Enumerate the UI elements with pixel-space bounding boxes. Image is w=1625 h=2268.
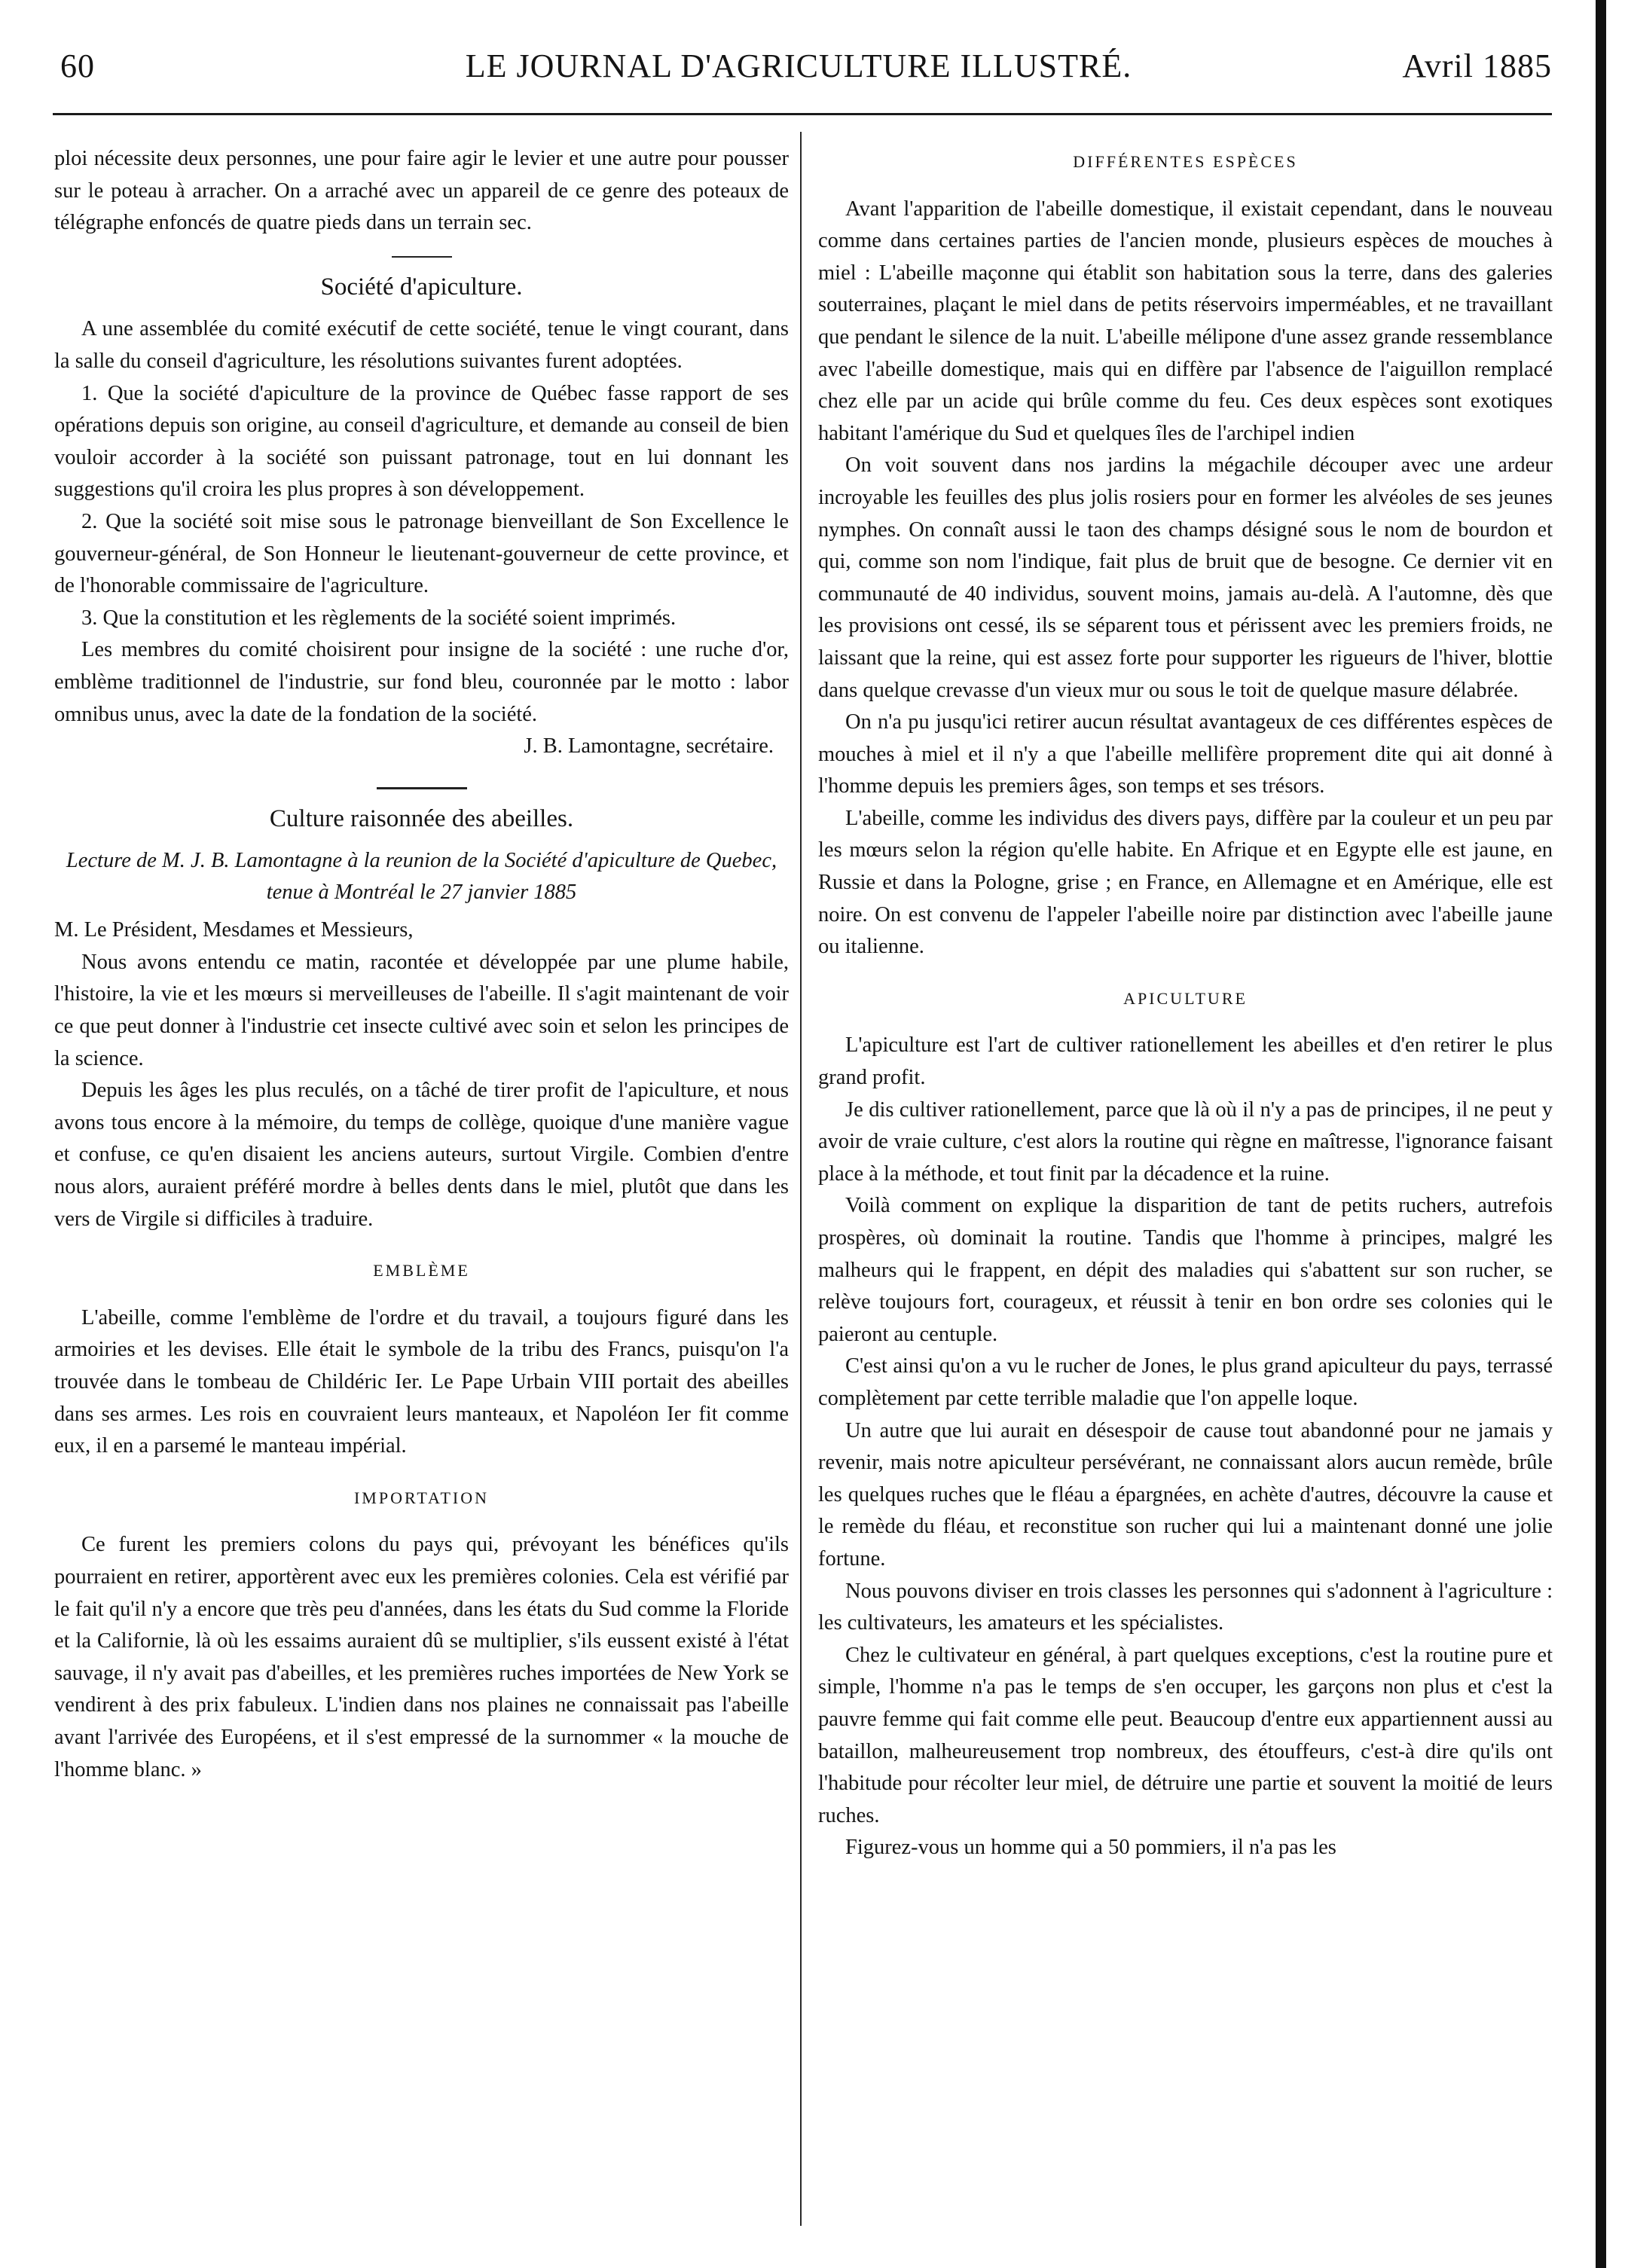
signature: J. B. Lamontagne, secrétaire. — [524, 734, 774, 759]
paragraph: Chez le cultivateur en général, à part quelques exceptions, c'est la routine pure et simple, l'homme n'a pas le temps de s'en occuper, les garçons non plus et c'est la pauvre femme qui fait comme elle peut. Beaucoup d'entre eux appartiennent aussi au bataillon, malheureusement trop nombreux, des étouffeurs, c'est-à dire qu'ils ont l'habitude pour récolter leur miel, de détruire une partie et souvent la moitié de leurs ruches. — [818, 1643, 1553, 1827]
subheading-differentes-especes: DIFFÉRENTES ESPÈCES — [1073, 152, 1298, 171]
section-title-societe: Société d'apiculture. — [320, 273, 523, 301]
paragraph: Ce furent les premiers colons du pays qui, prévoyant les bénéfices qu'ils pourraient en retirer, apportèrent avec eux les premières colonies. Cela est vérifié par le fait qu'il n'y a encore que très peu d'années, dans les états du Sud comme la Floride et la Californie, là où les essaims auraient dû se multiplier, s'ils eussent existé à l'état sauvage, il n'y avait pas d'abeilles, et les premières ruches importées de New York se vendirent à des prix fabuleux. L'indien dans nos plaines ne connaissait pas l'abeille avant l'arrivée des Européens, et il s'est empressé de la surnommer « la mouche de l'homme blanc. » — [54, 1533, 789, 1781]
salutation: M. Le Président, Mesdames et Messieurs, — [54, 918, 414, 942]
paragraph: Depuis les âges les plus reculés, on a tâché de tirer profit de l'apiculture, et nous avons tous encore à la mémoire, du temps de collège, quoique d'une manière vague et confuse, ce qu'en disaient les anciens auteurs, surtout Virgile. Combien d'entre nous alors, auraient préféré mordre à belles dents dans le miel, plutôt que dans les vers de Virgile si difficiles à traduire. — [54, 1079, 789, 1231]
section-divider — [392, 256, 452, 258]
paragraph: On voit souvent dans nos jardins la mégachile découper avec une ardeur incroyable les feuilles des plus jolis rosiers pour en former les alvéoles de ses jeunes nymphes. On connaît aussi le taon des champs désigné sous le nom de bourdon et qui, comme son nom l'indique, fait plus de bruit que de besogne. Ce dernier vit en communauté de 40 individus, souvent moins, jamais au-delà. A l'automne, dès que les provisions ont cessé, ils se séparent tous et périssent avec les premiers froids, ne laissant que la reine, qui est assez forte pour supporter les rigueurs de l'hiver, blottie dans quelque crevasse d'un vieux mur ou sous le toit de quelque masure délabrée. — [818, 453, 1553, 702]
page-header — [45, 47, 1552, 92]
page-number: 60 — [60, 47, 95, 84]
section-divider — [377, 787, 467, 789]
paragraph: Un autre que lui aurait en désespoir de cause tout abandonné pour ne jamais y revenir, mais notre apiculteur persévérant, ne connaissant alors aucun remède, brûle les quelques ruches que le fléau a épargnées, en achète d'autres, découvre la cause et le remède du fléau, et reconstitue son rucher qui lui a maintenant donné une jolie fortune. — [818, 1418, 1553, 1571]
paragraph: Les membres du comité choisirent pour insigne de la société : une ruche d'or, emblème traditionnel de l'industrie, sur fond bleu, couronnée par le motto : labor omnibus unus, avec la date de la fondation de la société. — [54, 638, 789, 726]
paragraph: ploi nécessite deux personnes, une pour faire agir le levier et une autre pour pousser sur le poteau à arracher. On a arraché avec un appareil de ce genre des poteaux de télégraphe enfoncés de quatre pieds dans un terrain sec. — [54, 147, 789, 235]
paragraph: Nous pouvons diviser en trois classes les personnes qui s'adonnent à l'agriculture : les cultivateurs, les amateurs et les spécialistes. — [818, 1579, 1553, 1635]
section-title-culture: Culture raisonnée des abeilles. — [269, 804, 574, 832]
paragraph: 1. Que la société d'apiculture de la province de Québec fasse rapport de ses opérations depuis son origine, au conseil d'agriculture, et demande au conseil de bien vouloir accorder à la société son puissant patronage, tout en lui donnant les suggestions qu'il croira les plus propres à son développement. — [54, 381, 789, 502]
paragraph: Voilà comment on explique la disparition de tant de petits ruchers, autrefois prospères, où dominait la routine. Tandis que l'homme à principes, malgré les malheurs qui le frappent, en dépit des maladies qui s'abattent sur son rucher, se relève toujours fort, courageux, et réussit à tenir en bon ordre ses colonies qui le paieront au centuple. — [818, 1194, 1553, 1346]
subheading-importation: IMPORTATION — [353, 1488, 490, 1507]
paragraph: Avant l'apparition de l'abeille domestique, il existait cependant, dans le nouveau comme dans certaines parties de l'ancien monde, plusieurs espèces de mouches à miel : L'abeille maçonne qui établit son habitation sous la terre, dans des galeries souterraines, plaçant le miel dans de petits réservoirs imperméables, et ne travaillant que pendant le silence de la nuit. L'abeille mélipone d'une assez grande ressemblance avec l'abeille domestique, mais qui en diffère par l'absence de l'aiguillon remplacé chez elle par un acide qui brûle comme du feu. Ces deux espèces sont exotiques habitant l'amérique du Sud et quelques îles de l'archipel indien — [818, 197, 1553, 445]
paragraph: Nous avons entendu ce matin, racontée et développée par une plume habile, l'histoire, la vie et les mœurs si merveilleuses de l'abeille. Il s'agit maintenant de voir ce que peut donner à l'industrie cet insecte cultivé avec soin et selon les principes de la science. — [54, 950, 789, 1070]
left-column — [54, 143, 789, 1786]
subheading-embleme: EMBLÈME — [373, 1261, 470, 1281]
paragraph: L'apiculture est l'art de cultiver rationellement les abeilles et d'en retirer le plus grand profit. — [818, 1033, 1553, 1090]
column-rule — [800, 132, 802, 2226]
paragraph: C'est ainsi qu'on a vu le rucher de Jones, le plus grand apiculteur du pays, terrassé complètement par cette terrible maladie que l'on appelle loque. — [818, 1354, 1553, 1410]
section-subtitle: Lecture de M. J. B. Lamontagne à la reunion de la Société d'apiculture de Quebec, tenue à Montréal le 27 janvier 1885 — [66, 849, 777, 905]
paragraph: 3. Que la constitution et les règlements de la société soient imprimés. — [81, 606, 677, 630]
paragraph: L'abeille, comme les individus des divers pays, diffère par la couleur et un peu par les mœurs selon la région qu'elle habite. En Afrique et en Egypte elle est jaune, en Russie et dans la Pologne, grise ; en France, en Allemagne et en Amérique, elle est noire. On est convenu de l'appeler l'abeille noire par distinction avec l'abeille jaune ou italienne. — [818, 806, 1553, 959]
issue-date: Avril 1885 — [1402, 47, 1552, 84]
header-rule — [53, 113, 1552, 115]
journal-title: LE JOURNAL D'AGRICULTURE ILLUSTRÉ. — [465, 47, 1132, 84]
right-edge-rule — [1596, 0, 1606, 2268]
paragraph: Figurez-vous un homme qui a 50 pommiers, il n'a pas les — [845, 1836, 1336, 1860]
right-column — [818, 143, 1553, 1864]
paragraph: L'abeille, comme l'emblème de l'ordre et du travail, a toujours figuré dans les armoiries et les devises. Elle était le symbole de la tribu des Francs, puisqu'on l'a trouvée dans le tombeau de Childéric Ier. Le Pape Urbain VIII portait des abeilles dans ses armes. Les rois en couvraient leurs manteaux, et Napoléon Ier fit comme eux, il en a parsemé le manteau impérial. — [54, 1305, 789, 1458]
paragraph: 2. Que la société soit mise sous le patronage bienveillant de Son Excellence le gouverneur-général, de Son Honneur le lieutenant-gouverneur de cette province, et de l'honorable commissaire de l'agriculture. — [54, 509, 789, 598]
paragraph: Je dis cultiver rationellement, parce que là où il n'y a pas de principes, il ne peut y avoir de vraie culture, c'est alors la routine qui règne en maîtresse, l'ignorance faisant place à la méthode, et tout finit par la décadence et la ruine. — [818, 1097, 1553, 1186]
subheading-apiculture: APICULTURE — [1123, 988, 1248, 1008]
paragraph: On n'a pu jusqu'ici retirer aucun résultat avantageux de ces différentes espèces de mouches à miel et il n'y a que l'abeille mellifère proprement dite qui ait donné à l'homme depuis les premiers âges, son temps et ses trésors. — [818, 710, 1553, 798]
paragraph: A une assemblée du comité exécutif de cette société, tenue le vingt courant, dans la salle du conseil d'agriculture, les résolutions suivantes furent adoptées. — [54, 317, 789, 373]
